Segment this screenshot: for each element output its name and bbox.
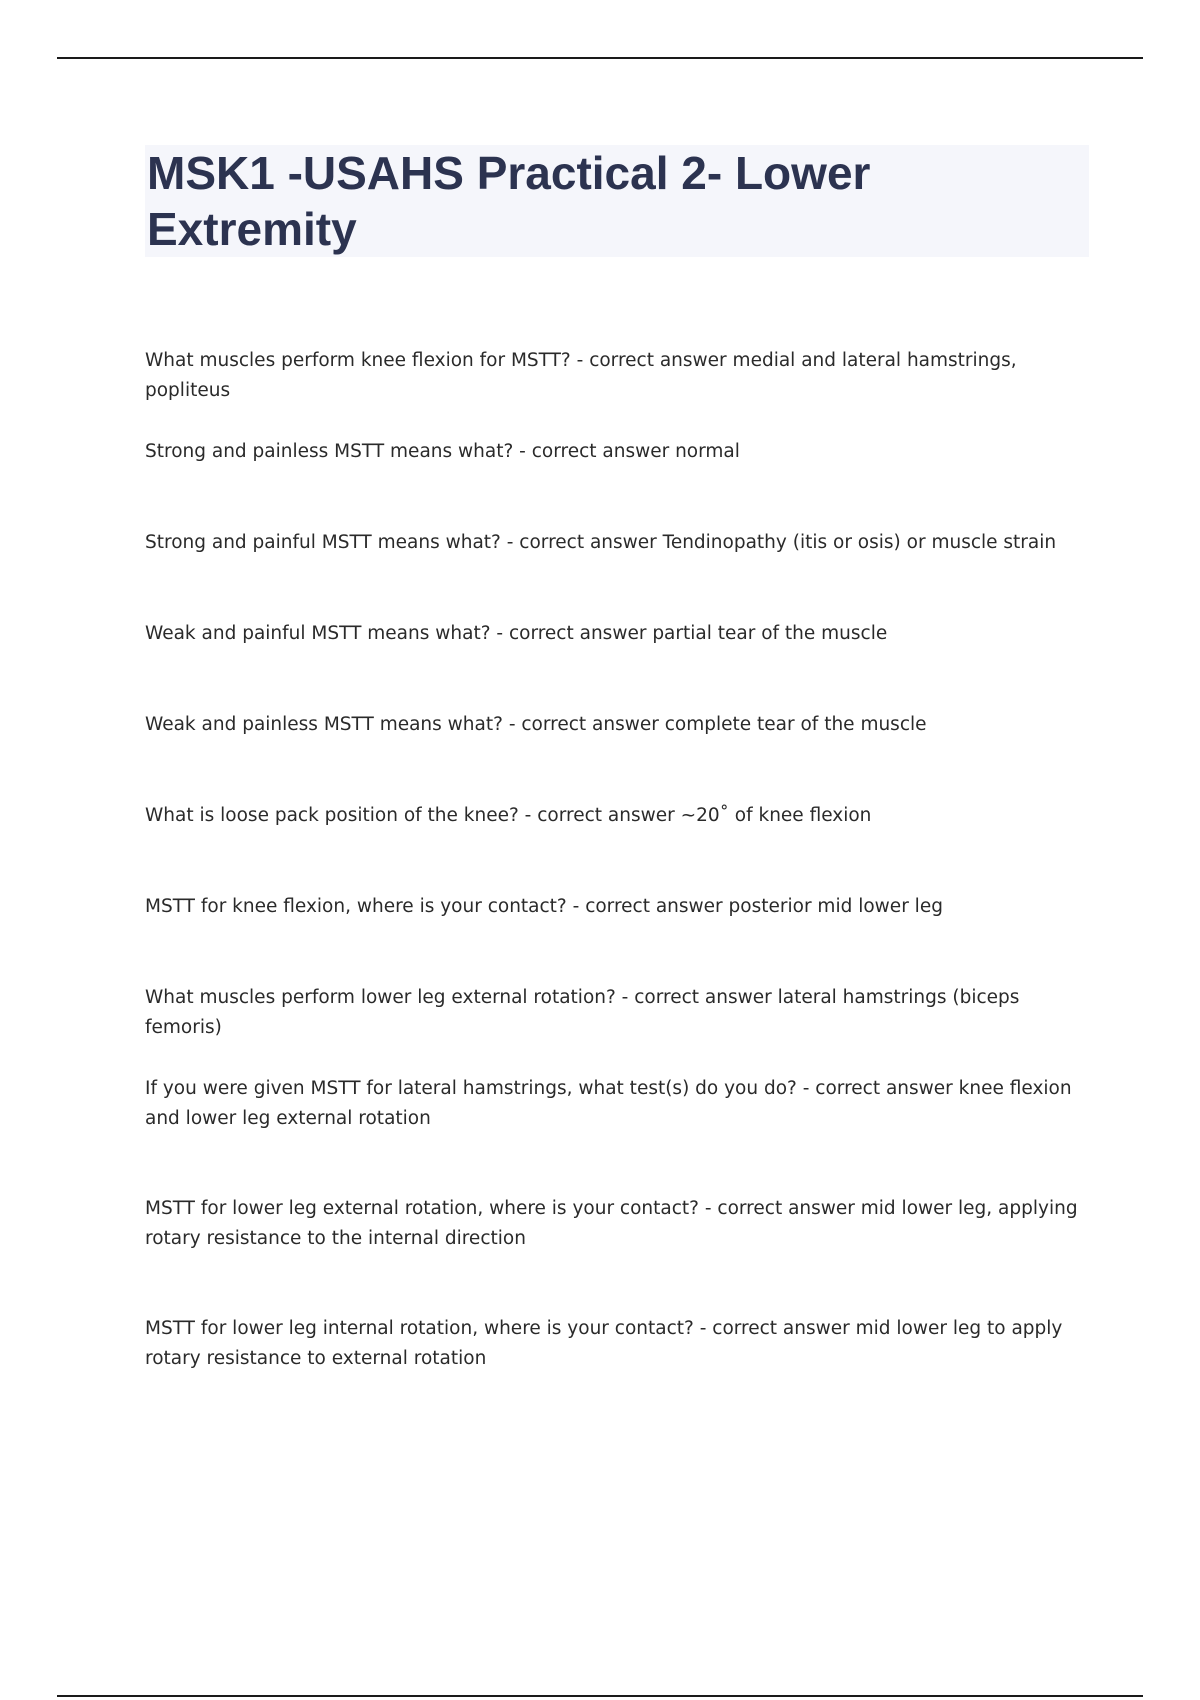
qa-entry: What muscles perform knee flexion for MSTT? - correct answer medial and lateral hamstrings, popliteus xyxy=(145,350,1017,401)
top-rule xyxy=(57,57,1143,59)
qa-entry: What muscles perform lower leg external rotation? - correct answer lateral hamstrings (biceps femoris) xyxy=(145,987,1020,1038)
qa-entry: Weak and painful MSTT means what? - correct answer partial tear of the muscle xyxy=(145,623,888,644)
qa-entry: What is loose pack position of the knee? - correct answer ~20˚ of knee flexion xyxy=(145,805,872,826)
qa-list xyxy=(145,346,1095,1434)
qa-entry: MSTT for knee flexion, where is your contact? - correct answer posterior mid lower leg xyxy=(145,896,943,917)
qa-entry: Strong and painless MSTT means what? - correct answer normal xyxy=(145,441,740,462)
bottom-rule xyxy=(57,1695,1143,1697)
qa-entry: Weak and painless MSTT means what? - correct answer complete tear of the muscle xyxy=(145,714,927,735)
qa-entry: MSTT for lower leg internal rotation, where is your contact? - correct answer mid lower leg to apply rotary resistance to external rotation xyxy=(145,1318,1063,1369)
document-title: MSK1 -USAHS Practical 2- Lower Extremity xyxy=(147,147,871,255)
qa-entry: MSTT for lower leg external rotation, where is your contact? - correct answer mid lower leg, applying rotary resistance to the internal direction xyxy=(145,1198,1078,1249)
qa-entry: Strong and painful MSTT means what? - correct answer Tendinopathy (itis or osis) or muscle strain xyxy=(145,532,1057,553)
qa-entry: If you were given MSTT for lateral hamstrings, what test(s) do you do? - correct answer knee flexion and lower leg external rotation xyxy=(145,1078,1072,1129)
title-block xyxy=(145,145,1089,257)
